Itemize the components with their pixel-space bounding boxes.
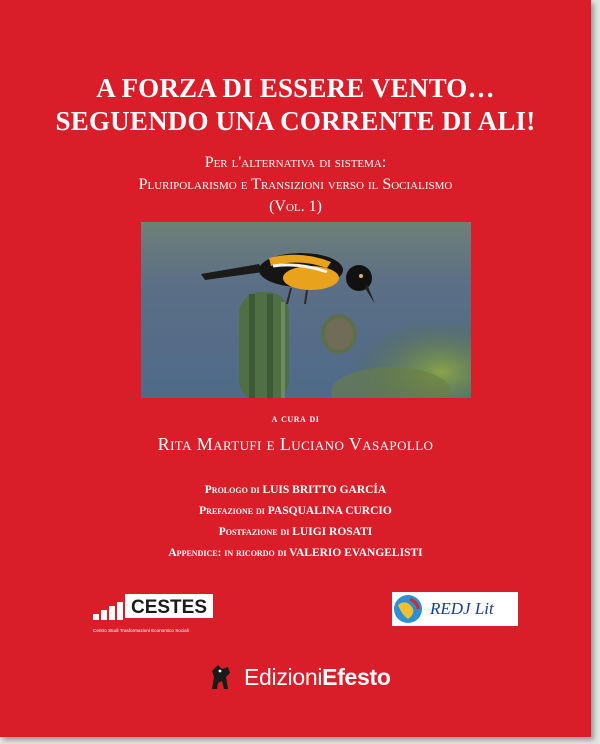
redj-logo-text: REDJ Lit	[430, 599, 494, 618]
subtitle-line-1: Per l'alternativa di sistema:	[204, 154, 387, 171]
cestes-logo-icon	[93, 588, 223, 636]
credit-afterword: Postfazione di LUIGI ROSATI	[218, 526, 373, 538]
cestes-logo-caption: Centro Studi Trasformazioni Economico Sociali	[93, 628, 189, 633]
book-title	[0, 72, 591, 138]
credit-prologue: Prologo di LUIS BRITTO GARCÍA	[204, 484, 387, 496]
credit-appendix: Appendice: in ricordo di VALERIO EVANGELISTI	[168, 547, 423, 559]
credits-list	[0, 480, 591, 564]
subtitle-line-3: (Vol. 1)	[269, 198, 322, 215]
redj-logo	[392, 592, 518, 626]
book-subtitle	[0, 152, 591, 218]
publisher-name-prefix: Edizioni	[244, 663, 323, 690]
horse-logo-icon	[208, 663, 234, 691]
publisher-name-suffix: Efesto	[322, 663, 391, 690]
editors-names: Rita Martufi e Luciano Vasapollo	[157, 434, 434, 454]
bird-on-cactus-image	[141, 222, 471, 398]
bird-photo-illustration	[141, 222, 471, 398]
editor-label: a cura di	[271, 413, 320, 425]
redj-globe-icon	[392, 593, 424, 625]
publisher-logo	[208, 662, 391, 692]
title-line-2: SEGUENDO UNA CORRENTE DI ALI!	[55, 106, 536, 136]
cestes-logo	[93, 588, 223, 636]
subtitle-line-2: Pluripolarismo e Transizioni verso il Socialismo	[138, 176, 453, 193]
cestes-logo-text: CESTES	[130, 597, 208, 618]
credit-preface: Prefazione di PASQUALINA CURCIO	[199, 505, 392, 517]
title-line-1: A FORZA DI ESSERE VENTO…	[96, 73, 495, 103]
